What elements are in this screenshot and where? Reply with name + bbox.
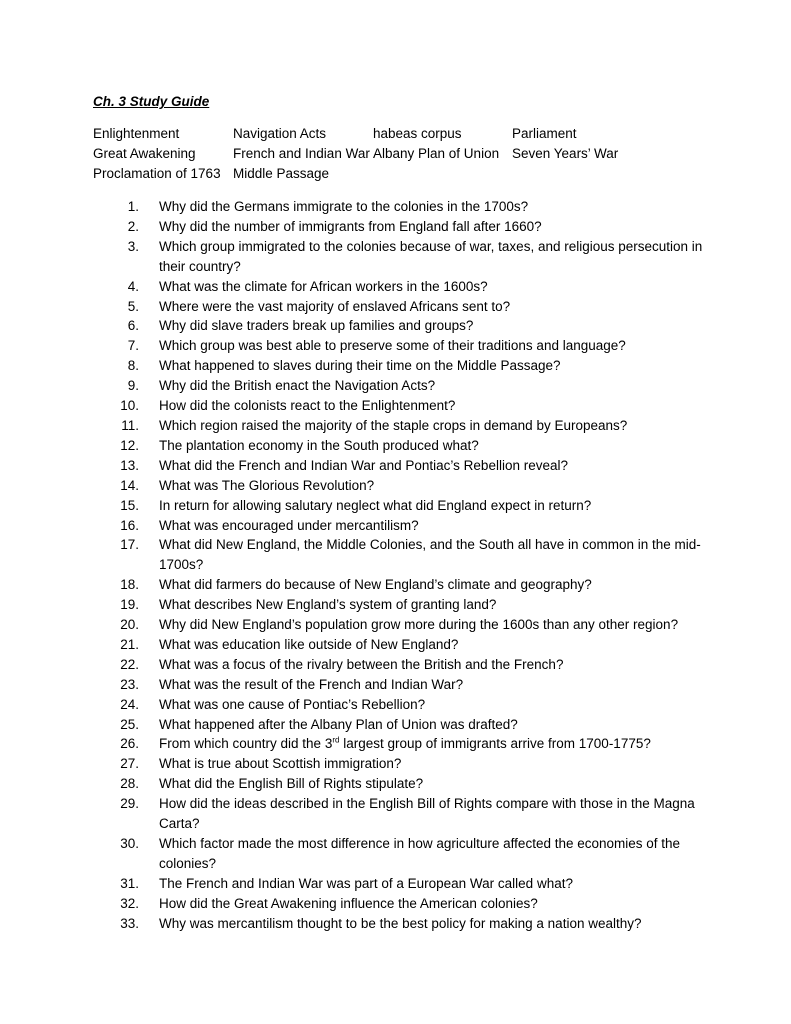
question-item <box>93 217 713 237</box>
question-number: 23. <box>120 676 139 692</box>
question-text: Where were the vast majority of enslaved Africans sent to? <box>159 298 511 314</box>
question-number: 21. <box>120 636 139 652</box>
question-number: 1. <box>127 199 139 214</box>
question-text: Why was mercantilism thought to be the best policy for making a nation wealthy? <box>159 915 642 931</box>
question-item <box>93 316 713 336</box>
question-number: 30. <box>120 836 139 851</box>
question-number: 25. <box>120 716 139 732</box>
question-item <box>93 456 713 476</box>
question-number: 16. <box>120 517 139 533</box>
term: Seven Years’ War <box>512 146 619 161</box>
question-item <box>93 734 713 754</box>
term: habeas corpus <box>373 126 462 141</box>
question-number: 17. <box>120 537 139 553</box>
question-text: What happened after the Albany Plan of Union was drafted? <box>159 716 518 732</box>
question-number: 19. <box>120 597 139 613</box>
question-text: The French and Indian War was part of a European War called what? <box>159 875 573 891</box>
question-text: How did the colonists react to the Enlightenment? <box>159 398 456 414</box>
question-number: 29. <box>120 796 139 812</box>
question-item <box>93 715 713 735</box>
question-text: What was encouraged under mercantilism? <box>159 517 419 533</box>
question-item <box>93 615 713 635</box>
term: Albany Plan of Union <box>373 146 500 161</box>
question-item <box>93 376 713 396</box>
question-text <box>159 734 713 754</box>
question-number: 31. <box>120 875 139 891</box>
question-number: 26. <box>120 736 139 752</box>
question-text: What was the result of the French and Indian War? <box>159 676 464 692</box>
question-number: 32. <box>120 895 139 911</box>
question-number: 27. <box>120 756 139 772</box>
question-text: What did the English Bill of Rights stipulate? <box>159 776 424 792</box>
question-text: How did the ideas described in the English Bill of Rights compare with those in the Magna Carta? <box>159 796 695 832</box>
question-item <box>93 914 713 934</box>
question-item <box>93 416 713 436</box>
question-text: The plantation economy in the South produced what? <box>159 437 479 453</box>
question-text: Which group immigrated to the colonies because of war, taxes, and religious persecution in their country? <box>159 238 703 274</box>
question-item <box>93 794 713 834</box>
question-text: In return for allowing salutary neglect what did England expect in return? <box>159 497 592 513</box>
question-text: What did farmers do because of New England’s climate and geography? <box>159 577 592 593</box>
question-text: What did the French and Indian War and Pontiac’s Rebellion reveal? <box>159 457 568 473</box>
question-item <box>93 575 713 595</box>
vocabulary-terms <box>93 124 713 184</box>
question-number: 4. <box>127 278 139 294</box>
question-text: What happened to slaves during their time on the Middle Passage? <box>159 358 561 374</box>
question-item <box>93 655 713 675</box>
question-text: What describes New England’s system of granting land? <box>159 597 497 613</box>
term: Middle Passage <box>233 166 330 181</box>
question-item <box>93 436 713 456</box>
question-item <box>93 535 713 575</box>
question-number: 28. <box>120 776 139 792</box>
question-text: Why did the number of immigrants from England fall after 1660? <box>159 218 542 234</box>
question-item <box>93 834 713 874</box>
question-item <box>93 277 713 297</box>
question-item <box>93 695 713 715</box>
question-number: 22. <box>120 656 139 672</box>
term: Proclamation of 1763 <box>93 166 221 181</box>
question-text-part: largest group of immigrants arrive from 1700-1775? <box>339 736 651 752</box>
question-item <box>93 595 713 615</box>
question-number: 8. <box>127 358 139 374</box>
term: Navigation Acts <box>233 126 327 141</box>
question-number: 11. <box>121 417 139 433</box>
question-number: 10. <box>120 398 139 414</box>
question-text: What was the climate for African workers in the 1600s? <box>159 278 488 294</box>
question-text-part: From which country did the 3 <box>159 736 333 752</box>
question-text: What did New England, the Middle Colonies, and the South all have in common in the mid-1700s? <box>159 537 701 573</box>
question-number: 6. <box>127 318 139 334</box>
question-item <box>93 297 713 317</box>
question-item <box>93 356 713 376</box>
question-item <box>93 496 713 516</box>
question-item <box>93 237 713 277</box>
question-number: 20. <box>120 617 139 633</box>
question-number: 13. <box>120 457 139 473</box>
question-text: Why did the British enact the Navigation Acts? <box>159 378 436 394</box>
page-title: Ch. 3 Study Guide <box>93 94 210 109</box>
question-text: Which group was best able to preserve some of their traditions and language? <box>159 338 626 354</box>
question-number: 18. <box>120 577 139 593</box>
question-item <box>93 336 713 356</box>
question-number: 33. <box>120 915 139 931</box>
question-item <box>93 675 713 695</box>
term: Parliament <box>512 126 577 141</box>
question-number: 2. <box>127 218 139 234</box>
question-text: Which factor made the most difference in how agriculture affected the economies of the colonies? <box>159 836 681 871</box>
question-number: 7. <box>127 338 139 354</box>
question-number: 12. <box>120 437 139 453</box>
question-list <box>93 197 713 934</box>
question-text: What was one cause of Pontiac’s Rebellion? <box>159 696 426 712</box>
question-text: What was The Glorious Revolution? <box>159 477 375 493</box>
question-number: 24. <box>120 696 139 712</box>
question-number: 3. <box>127 238 139 254</box>
question-text: What is true about Scottish immigration? <box>159 756 402 772</box>
question-number: 15. <box>120 497 139 513</box>
term: French and Indian War <box>233 146 370 161</box>
question-text: Why did slave traders break up families and groups? <box>159 318 474 334</box>
question-item <box>93 197 713 217</box>
question-text: Why did the Germans immigrate to the colonies in the 1700s? <box>159 199 529 214</box>
question-text: Which region raised the majority of the staple crops in demand by Europeans? <box>159 417 628 433</box>
question-text: What was a focus of the rivalry between the British and the French? <box>159 656 564 672</box>
ordinal-superscript: rd <box>332 735 340 745</box>
question-item <box>93 476 713 496</box>
question-text: Why did New England’s population grow more during the 1600s than any other region? <box>159 617 679 633</box>
question-item <box>93 874 713 894</box>
question-item <box>93 754 713 774</box>
question-item <box>93 894 713 914</box>
question-number: 14. <box>120 477 139 493</box>
question-text: What was education like outside of New England? <box>159 636 459 652</box>
question-item <box>93 396 713 416</box>
term: Enlightenment <box>93 126 180 141</box>
term: Great Awakening <box>93 146 196 161</box>
question-text: How did the Great Awakening influence the American colonies? <box>159 895 538 911</box>
question-item <box>93 635 713 655</box>
question-item <box>93 516 713 536</box>
question-item <box>93 774 713 794</box>
question-number: 9. <box>127 378 139 394</box>
question-number: 5. <box>127 298 139 314</box>
